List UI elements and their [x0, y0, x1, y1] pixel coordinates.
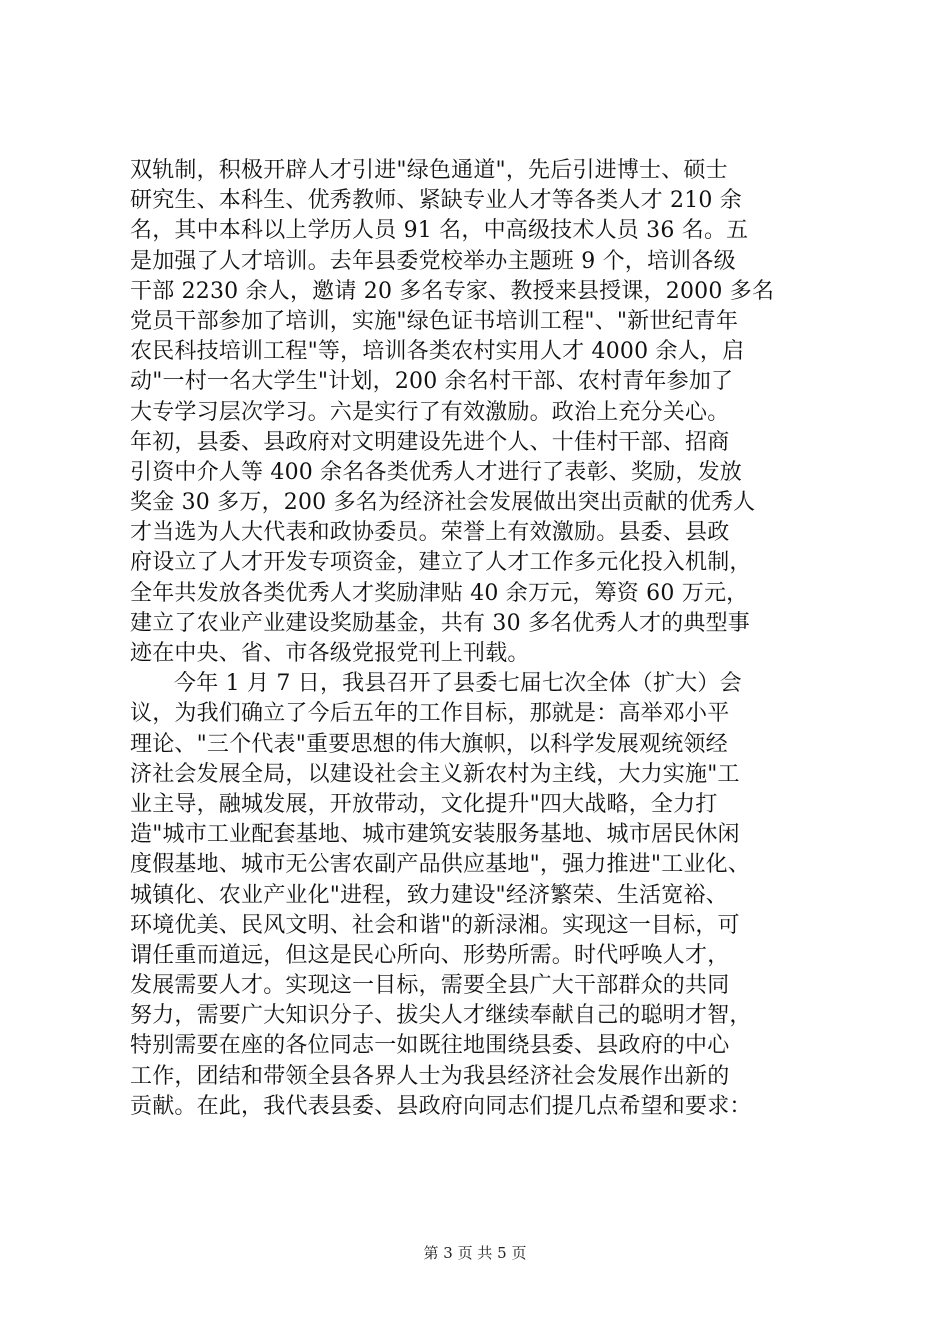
text-line: 业主导，融城发展，开放带动，文化提升"四大战略，全力打: [130, 791, 718, 817]
text-line: 环境优美、民风文明、社会和谐"的新渌湘。实现这一目标，可: [130, 912, 740, 938]
text-line: 济社会发展全局，以建设社会主义新农村为主线，大力实施"工: [130, 761, 740, 787]
text-line: 理论、"三个代表"重要思想的伟大旗帜，以科学发展观统领经: [130, 731, 728, 757]
text-line: 大专学习层次学习。六是实行了有效激励。政治上充分关心。: [130, 399, 730, 425]
text-line: 贡献。在此，我代表县委、县政府向同志们提几点希望和要求：: [130, 1093, 752, 1119]
text-line: 年初，县委、县政府对文明建设先进个人、十佳村干部、招商: [130, 429, 730, 455]
text-line: 是加强了人才培训。去年县委党校举办主题班 9 个，培训各级: [130, 248, 736, 274]
text-line: 发展需要人才。实现这一目标，需要全县广大干部群众的共同: [130, 973, 730, 999]
text-line: 度假基地、城市无公害农副产品供应基地"，强力推进"工业化、: [130, 852, 751, 878]
text-line: 特别需要在座的各位同志一如既往地围绕县委、县政府的中心: [130, 1033, 730, 1059]
text-line: 党员干部参加了培训，实施"绿色证书培训工程"、"新世纪青年: [130, 308, 739, 334]
document-body: [130, 156, 842, 1122]
text-line: 农民科技培训工程"等，培训各类农村实用人才 4000 余人，启: [130, 339, 745, 365]
text-line: 造"城市工业配套基地、城市建筑安装服务基地、城市居民休闲: [130, 822, 740, 848]
text-line: 议，为我们确立了今后五年的工作目标，那就是：高举邓小平: [130, 701, 730, 727]
text-line: 才当选为人大代表和政协委员。荣誉上有效激励。县委、县政: [130, 520, 730, 546]
text-line: 研究生、本科生、优秀教师、紧缺专业人才等各类人才 210 余: [130, 188, 742, 214]
text-line: 建立了农业产业建设奖励基金，共有 30 多名优秀人才的典型事: [130, 610, 750, 636]
page-number-footer: 第 3 页 共 5 页: [423, 1244, 527, 1262]
text-line: 奖金 30 多万，200 多名为经济社会发展做出突出贡献的优秀人: [130, 490, 756, 516]
text-line: 双轨制，积极开辟人才引进"绿色通道"，先后引进博士、硕士: [130, 158, 728, 183]
text-line: 谓任重而道远，但这是民心所向、形势所需。时代呼唤人才，: [130, 942, 730, 968]
text-line: 城镇化、农业产业化"进程，致力建设"经济繁荣、生活宽裕、: [130, 882, 728, 908]
text-line: 动"一村一名大学生"计划，200 余名村干部、农村青年参加了: [130, 369, 734, 395]
text-line: 引资中介人等 400 余名各类优秀人才进行了表彰、奖励，发放: [130, 459, 742, 485]
text-line: 干部 2230 余人，邀请 20 多名专家、教授来县授课，2000 多名: [130, 278, 775, 304]
text-line: 努力，需要广大知识分子、拔尖人才继续奉献自己的聪明才智，: [130, 1003, 752, 1029]
text-line: 名，其中本科以上学历人员 91 名，中高级技术人员 36 名。五: [130, 218, 749, 244]
text-line: 工作，团结和带领全县各界人士为我县经济社会发展作出新的: [130, 1063, 730, 1089]
text-line: 府设立了人才开发专项资金，建立了人才工作多元化投入机制，: [130, 550, 752, 576]
text-line: 全年共发放各类优秀人才奖励津贴 40 余万元，筹资 60 万元，: [130, 580, 749, 606]
paragraph-start-line: 今年 1 月 7 日，我县召开了县委七届七次全体（扩大）会: [174, 671, 742, 697]
text-line: 迹在中央、省、市各级党报党刊上刊载。: [130, 641, 530, 666]
